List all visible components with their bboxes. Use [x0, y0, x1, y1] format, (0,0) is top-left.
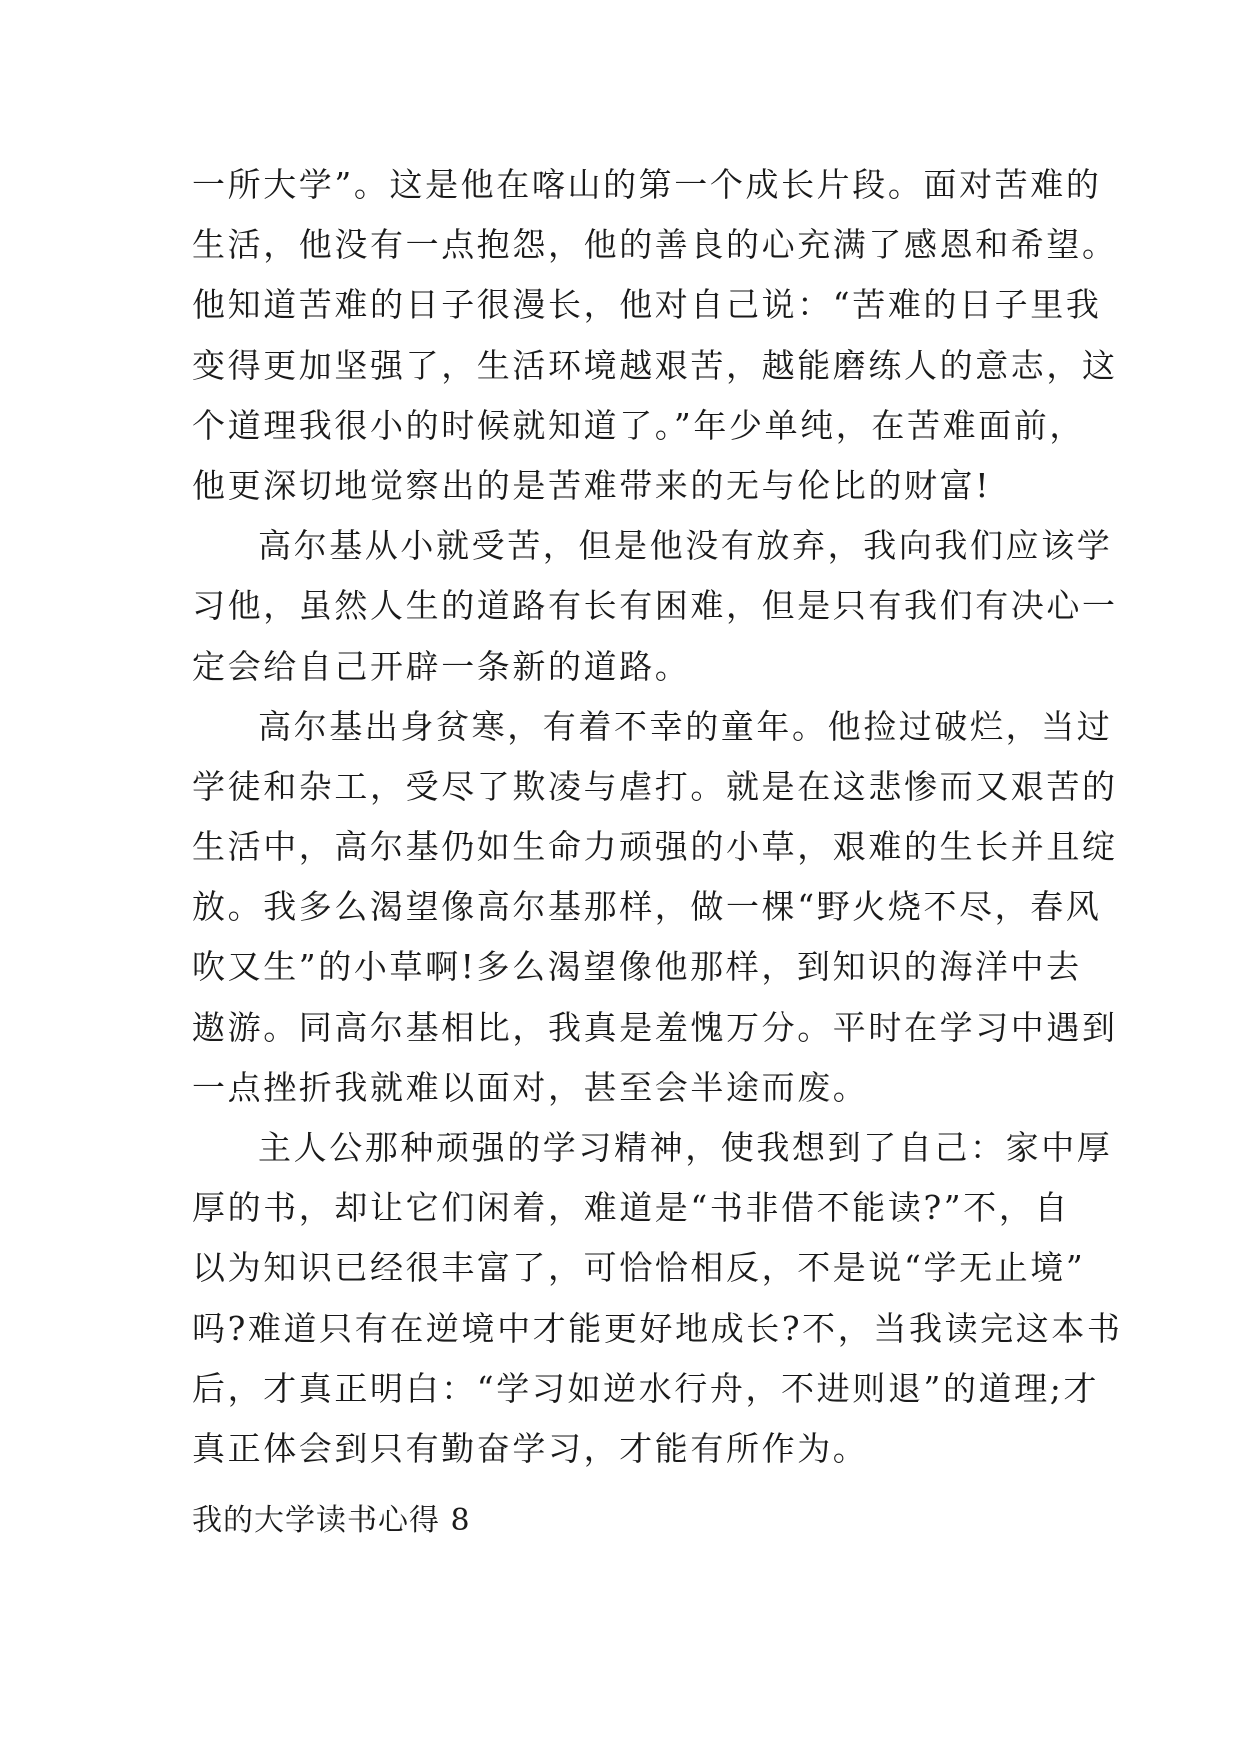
text-line: 学徒和杂工，受尽了欺凌与虐打。就是在这悲惨而又艰苦的: [192, 766, 1118, 806]
text-line: 一点挫折我就难以面对，甚至会半途而废。: [192, 1067, 869, 1107]
text-line: 真正体会到只有勤奋学习，才能有所作为。: [192, 1428, 869, 1468]
text-line: 习他，虽然人生的道路有长有困难，但是只有我们有决心一: [192, 586, 1118, 626]
text-line: 生活，他没有一点抱怨，他的善良的心充满了感恩和希望。: [192, 225, 1118, 265]
text-line: 吗?难道只有在逆境中才能更好地成长?不，当我读完这本书: [192, 1308, 1123, 1348]
text-line: 厚的书，却让它们闲着，难道是“书非借不能读?”不，自: [192, 1188, 1071, 1228]
text-line: 生活中，高尔基仍如生命力顽强的小草，艰难的生长并且绽: [192, 827, 1118, 867]
paragraph-start-line: 高尔基从小就受苦，但是他没有放弃，我向我们应该学: [258, 526, 1113, 566]
text-line: 以为知识已经很丰富了，可恰恰相反，不是说“学无止境”: [192, 1248, 1086, 1288]
text-line: 后，才真正明白：“学习如逆水行舟，不进则退”的道理;才: [192, 1368, 1100, 1408]
text-line: 个道理我很小的时候就知道了。”年少单纯，在苦难面前，: [192, 405, 1085, 445]
text-line: 他知道苦难的日子很漫长，他对自己说：“苦难的日子里我: [192, 285, 1102, 325]
text-line: 他更深切地觉察出的是苦难带来的无与伦比的财富!: [192, 465, 992, 505]
paragraph-start-line: 主人公那种顽强的学习精神，使我想到了自己：家中厚: [258, 1128, 1113, 1167]
paragraph-start-line: 高尔基出身贫寒，有着不幸的童年。他捡过破烂，当过: [258, 706, 1113, 746]
text-line: 放。我多么渴望像高尔基那样，做一棵“野火烧不尽，春风: [192, 887, 1102, 927]
section-heading: 我的大学读书心得 8: [192, 1503, 471, 1538]
body-text: [192, 155, 1123, 1479]
text-line: 定会给自己开辟一条新的道路。: [192, 646, 691, 686]
text-line: 一所大学”。这是他在喀山的第一个成长片段。面对苦难的: [192, 165, 1102, 204]
text-line: 遨游。同高尔基相比，我真是羞愧万分。平时在学习中遇到: [192, 1007, 1118, 1047]
text-line: 变得更加坚强了，生活环境越艰苦，越能磨练人的意志，这: [192, 345, 1118, 385]
text-line: 吹又生”的小草啊!多么渴望像他那样，到知识的海洋中去: [192, 947, 1082, 987]
